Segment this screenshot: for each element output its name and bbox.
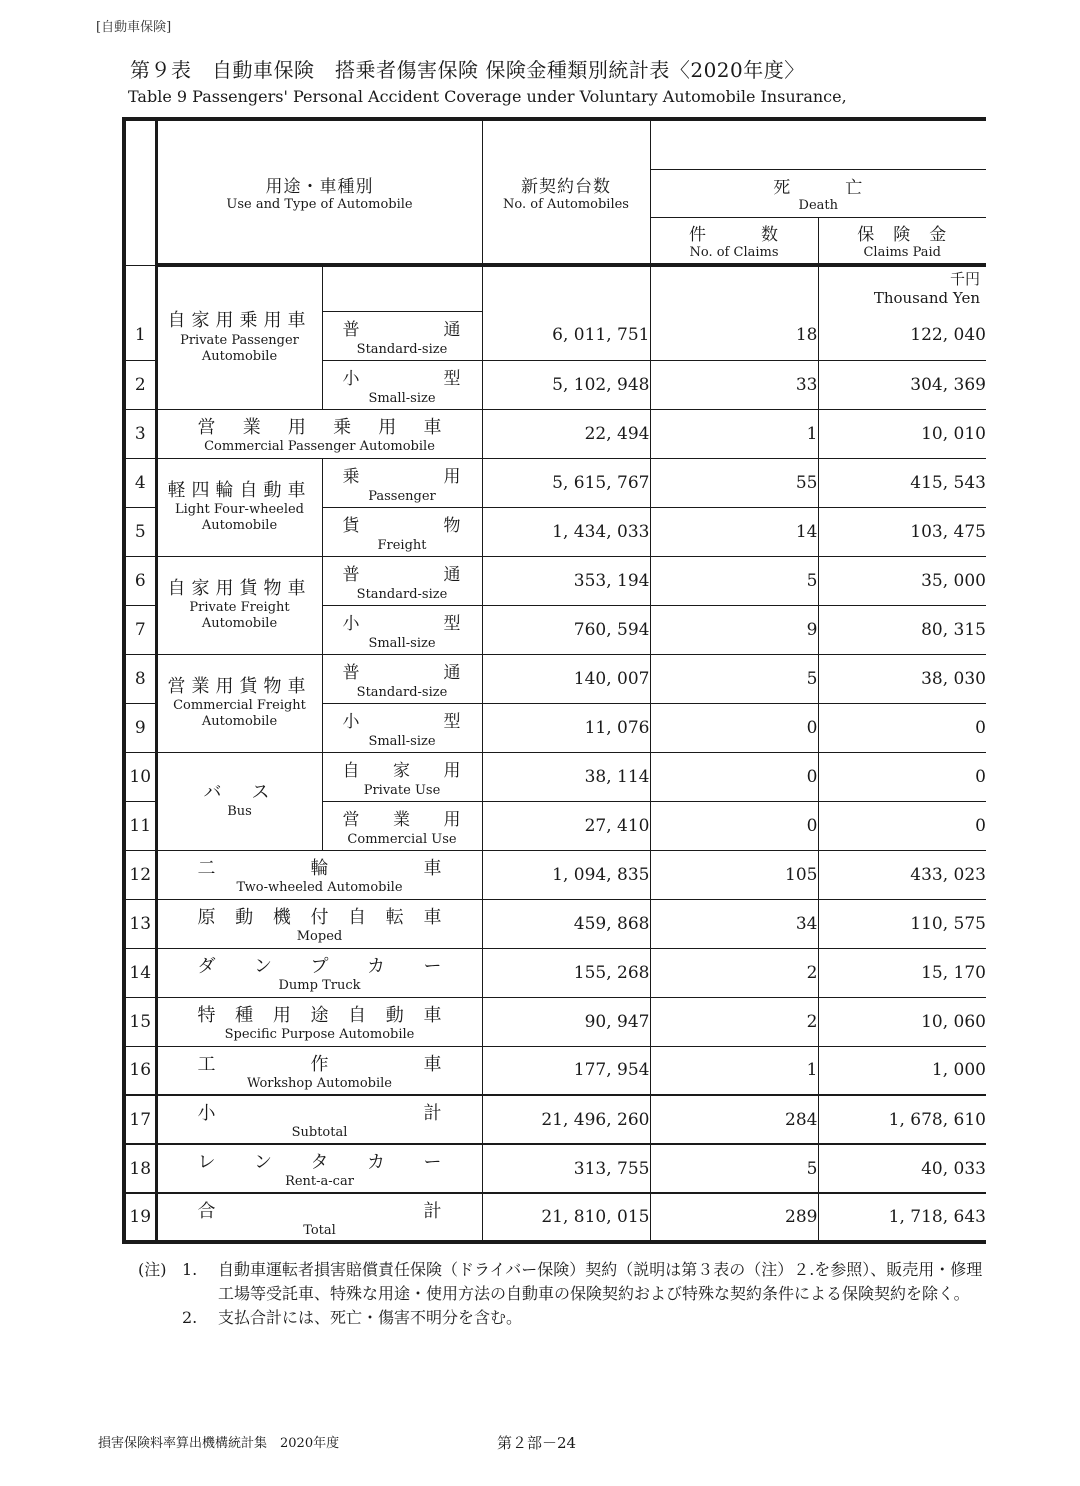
new-contracts-value: 155, 268 [482,948,650,997]
subtype-char: 小 [342,613,361,634]
vehicle-subtype [322,654,482,703]
category-bus [156,752,322,850]
claims-paid-value: 35, 000 [818,556,986,605]
vehicle-type [156,997,482,1046]
new-contracts-value: 140, 007 [482,654,650,703]
vehicle-type [156,899,482,948]
unit-type-cell [322,265,482,311]
claims-paid-value: 1, 000 [818,1046,986,1095]
type-char: 途 [310,1005,329,1026]
new-contracts-value: 27, 410 [482,801,650,850]
table-row [124,997,986,1046]
claims-paid-value: 0 [818,752,986,801]
type-char: 小 [197,1103,216,1124]
category-label-en: Private Freight [189,600,290,615]
row-number: 6 [124,556,156,605]
subtype-label-en: Small-size [368,733,436,749]
table-row [124,458,986,507]
type-char: ー [423,1152,442,1173]
new-contracts-value: 21, 810, 015 [482,1193,650,1242]
unit-label-en: Thousand Yen [873,289,980,307]
type-char: 工 [197,1053,216,1075]
type-char: レ [197,1152,216,1173]
type-char: 転 [385,907,404,928]
claims-paid-value: 40, 033 [818,1144,986,1193]
category-light [156,458,322,556]
type-char: 合 [197,1200,216,1222]
category-label-en: Light Four-wheeled [174,502,305,517]
type-char: 自 [348,907,367,928]
subtype-char: 普 [342,564,361,585]
table-row [124,1144,986,1193]
type-char: 乗 [333,417,352,438]
row-number: 12 [124,850,156,899]
note-text: 支払合計には、死亡・傷害不明分を含む。 [218,1308,523,1327]
death-claims-value: 0 [650,801,818,850]
subtype-char: 普 [342,319,361,340]
row-number: 15 [124,997,156,1046]
header-paid-jp: 保 険 金 [857,225,948,246]
header-claims-en: No. of Claims [689,245,779,261]
statistics-table [122,117,986,1244]
subtype-char: 用 [443,760,462,781]
type-label-en: Two-wheeled Automobile [236,880,403,895]
page-title-english: Table 9 Passengers' Personal Accident Coverage under Voluntary Automobile Insurance, [128,87,847,106]
page-title: 第９表 自動車保険 搭乗者傷害保険 保険金種類別統計表〈2020年度〉 [130,58,805,82]
footer-publication: 損害保険料率算出機構統計集 2020年度 [98,1436,340,1451]
type-char: 車 [423,907,442,928]
claims-paid-value: 110, 575 [818,899,986,948]
claims-paid-value: 415, 543 [818,458,986,507]
row-number: 9 [124,703,156,752]
death-claims-value: 0 [650,703,818,752]
notes [138,1258,988,1330]
row-number: 14 [124,948,156,997]
note-index: 1. [182,1260,198,1279]
type-char: タ [310,1152,329,1173]
new-contracts-value: 459, 868 [482,899,650,948]
vehicle-subtype [322,311,482,360]
row-number: 3 [124,409,156,458]
table-row [124,948,986,997]
type-char: カ [367,956,385,977]
claims-paid-value: 38, 030 [818,654,986,703]
new-contracts-value: 5, 102, 948 [482,360,650,409]
vehicle-type [156,948,482,997]
type-char: 車 [423,858,442,879]
subtype-char: 貨 [342,515,361,536]
subtype-char: 通 [443,564,462,585]
header-use-en: Use and Type of Automobile [226,197,413,212]
type-label-en: Commercial Passenger Automobile [204,439,435,454]
death-claims-value: 284 [650,1095,818,1144]
new-contracts-value: 90, 947 [482,997,650,1046]
type-char: 業 [242,417,261,438]
new-contracts-value: 22, 494 [482,409,650,458]
table-row [124,850,986,899]
new-contracts-value: 6, 011, 751 [482,311,650,360]
subtype-char: 物 [443,515,462,536]
type-char: 営 [197,417,216,438]
type-label-en: Total [303,1222,336,1238]
death-claims-value: 1 [650,409,818,458]
table-row [124,1095,986,1144]
subtype-char: 通 [443,319,462,340]
category-label-en: Automobile [201,714,278,730]
vehicle-subtype [322,703,482,752]
type-char: 動 [235,907,254,928]
subtype-char: 普 [342,662,361,683]
claims-paid-value: 80, 315 [818,605,986,654]
category-label-en: Automobile [201,616,278,632]
new-contracts-value: 353, 194 [482,556,650,605]
new-contracts-value: 21, 496, 260 [482,1095,650,1144]
subtype-char: 自 [342,760,361,781]
type-label-en: Rent-a-car [285,1174,354,1189]
header-automobiles [482,119,650,265]
death-claims-value: 105 [650,850,818,899]
row-number: 7 [124,605,156,654]
claims-paid-value: 122, 040 [818,311,986,360]
type-char: 計 [423,1200,442,1222]
vehicle-type [156,409,482,458]
type-char: ン [254,956,272,977]
category-label-jp: 軽四輪自動車 [167,479,312,501]
type-char: 機 [272,907,291,928]
table-row [124,899,986,948]
vehicle-subtype [322,556,482,605]
header-claims [650,217,818,265]
subtype-char: 用 [443,809,462,830]
claims-paid-value: 0 [818,801,986,850]
new-contracts-value: 38, 114 [482,752,650,801]
subtype-label-en: Standard-size [356,341,448,357]
category-commercial-freight [156,654,322,752]
death-claims-value: 2 [650,948,818,997]
page-number: 第２部－24 [497,1434,577,1452]
unit-autos-cell [482,265,650,311]
row-number: 18 [124,1144,156,1193]
type-char: 車 [423,417,442,438]
row-number: 8 [124,654,156,703]
death-claims-value: 55 [650,458,818,507]
type-char: 自 [348,1005,367,1026]
header-autos-jp: 新契約台数 [521,177,611,197]
type-char: 計 [423,1103,442,1124]
row-number: 19 [124,1193,156,1242]
table-row [124,1193,986,1242]
death-claims-value: 14 [650,507,818,556]
table-row [124,409,986,458]
type-label-en: Specific Purpose Automobile [224,1027,415,1042]
type-char: カ [367,1152,385,1173]
type-char: プ [310,956,329,977]
note-index: 2. [182,1308,198,1327]
table-row [124,752,986,801]
type-char: 用 [378,417,397,438]
type-char: 動 [385,1005,404,1026]
type-char: 付 [310,907,329,928]
header-use-jp: 用途・車種別 [265,177,374,197]
vehicle-type [156,1095,482,1144]
claims-paid-value: 0 [818,703,986,752]
claims-paid-value: 1, 678, 610 [818,1095,986,1144]
death-claims-value: 5 [650,654,818,703]
subtype-label-en: Commercial Use [347,831,457,847]
header-death [650,169,986,217]
subtype-char: 用 [443,466,462,487]
new-contracts-value: 11, 076 [482,703,650,752]
type-char: ン [254,1152,272,1173]
category-label-jp: 自家用乗用車 [167,310,312,332]
subtype-label-en: Standard-size [356,586,448,602]
header-row-top [124,119,986,169]
death-claims-value: 9 [650,605,818,654]
subtype-char: 型 [443,368,462,389]
header-no-cell [124,119,156,265]
subtype-label-en: Standard-size [356,684,448,700]
claims-paid-value: 10, 060 [818,997,986,1046]
vehicle-type [156,1046,482,1095]
type-char: 用 [272,1005,291,1026]
vehicle-subtype [322,507,482,556]
vehicle-subtype [322,360,482,409]
death-claims-value: 1 [650,1046,818,1095]
death-claims-value: 5 [650,556,818,605]
unit-no-cell [124,265,156,311]
subtype-char: 通 [443,662,462,683]
subtype-char: 業 [393,809,411,830]
header-death-jp: 死 亡 [773,178,864,198]
subtype-char: 小 [342,368,361,389]
vehicle-type [156,1193,482,1242]
category-label-en: Automobile [201,349,278,364]
header-autos-en: No. of Automobiles [503,197,629,212]
header-claims-jp: 件 数 [689,225,779,246]
vehicle-subtype [322,752,482,801]
unit-paid-cell [818,265,986,311]
header-death-en: Death [798,198,838,213]
table-row [124,556,986,605]
type-char: 用 [287,417,306,438]
row-number: 17 [124,1095,156,1144]
header-paid-en: Claims Paid [863,245,942,261]
subtype-label-en: Small-size [368,390,436,406]
death-claims-value: 34 [650,899,818,948]
death-claims-value: 2 [650,997,818,1046]
category-label-en: Automobile [201,518,278,534]
header-blank [650,119,986,169]
new-contracts-value: 5, 615, 767 [482,458,650,507]
vehicle-subtype [322,458,482,507]
type-char: 原 [197,907,216,928]
row-number: 13 [124,899,156,948]
claims-paid-value: 103, 475 [818,507,986,556]
death-claims-value: 0 [650,752,818,801]
note-text: 自動車運転者損害賠償責任保険（ドライバー保険）契約（説明は第３表の（注）２.を参照）、販売用・修理工場等受託車、特殊な用途・使用方法の自動車の保険契約および特殊な契約条件による保険契約を除く。 [218,1260,983,1303]
row-number: 11 [124,801,156,850]
row-number: 2 [124,360,156,409]
subtype-label-en: Private Use [363,782,441,798]
new-contracts-value: 1, 434, 033 [482,507,650,556]
new-contracts-value: 177, 954 [482,1046,650,1095]
type-char: 車 [423,1005,442,1026]
type-char: ダ [197,956,216,977]
vehicle-subtype [322,801,482,850]
unit-claims-cell [650,265,818,311]
vehicle-subtype [322,605,482,654]
type-label-en: Dump Truck [278,978,361,993]
header-paid [818,217,986,265]
row-number: 16 [124,1046,156,1095]
type-char: 車 [423,1053,442,1075]
subtype-char: 型 [443,711,462,732]
death-claims-value: 5 [650,1144,818,1193]
category-label-jp: 営業用貨物車 [167,675,312,697]
subtype-char: 営 [342,809,361,830]
vehicle-type [156,850,482,899]
table-row [124,654,986,703]
subtype-char: 乗 [342,466,361,487]
category-label-en: Commercial Freight [173,698,306,713]
claims-paid-value: 433, 023 [818,850,986,899]
subtype-label-en: Passenger [368,488,436,504]
type-char: 種 [235,1005,254,1026]
table-row [124,1046,986,1095]
new-contracts-value: 313, 755 [482,1144,650,1193]
type-label-en: Subtotal [291,1125,348,1140]
death-claims-value: 33 [650,360,818,409]
claims-paid-value: 10, 010 [818,409,986,458]
type-label-en: Workshop Automobile [246,1075,393,1091]
row-number: 1 [124,311,156,360]
type-label-en: Moped [296,929,343,944]
subtype-label-en: Freight [377,537,427,553]
vehicle-type [156,1144,482,1193]
unit-label-jp: 千円 [949,269,980,288]
type-char: 二 [197,858,216,879]
type-char: 輪 [310,858,329,879]
type-char: ー [423,956,442,977]
subtype-char: 小 [342,711,361,732]
category-label-jp: 自家用貨物車 [167,577,312,599]
row-number: 4 [124,458,156,507]
subtype-char: 家 [393,760,411,781]
claims-paid-value: 15, 170 [818,948,986,997]
category-private-passenger [156,265,322,409]
subtype-label-en: Small-size [368,635,436,651]
category-private-freight [156,556,322,654]
category-label-jp: バ ス [203,781,276,803]
new-contracts-value: 760, 594 [482,605,650,654]
type-char: 特 [197,1005,216,1026]
row-number: 10 [124,752,156,801]
row-number: 5 [124,507,156,556]
header-use-type [156,119,482,265]
category-label-en: Bus [227,804,252,820]
subtype-char: 型 [443,613,462,634]
unit-row [124,265,986,311]
claims-paid-value: 304, 369 [818,360,986,409]
section-tag: [自動車保険] [96,20,172,35]
death-claims-value: 289 [650,1193,818,1242]
type-char: 作 [310,1053,329,1075]
claims-paid-value: 1, 718, 643 [818,1193,986,1242]
new-contracts-value: 1, 094, 835 [482,850,650,899]
death-claims-value: 18 [650,311,818,360]
notes-label: (注) [138,1260,167,1279]
category-label-en: Private Passenger [180,332,299,348]
